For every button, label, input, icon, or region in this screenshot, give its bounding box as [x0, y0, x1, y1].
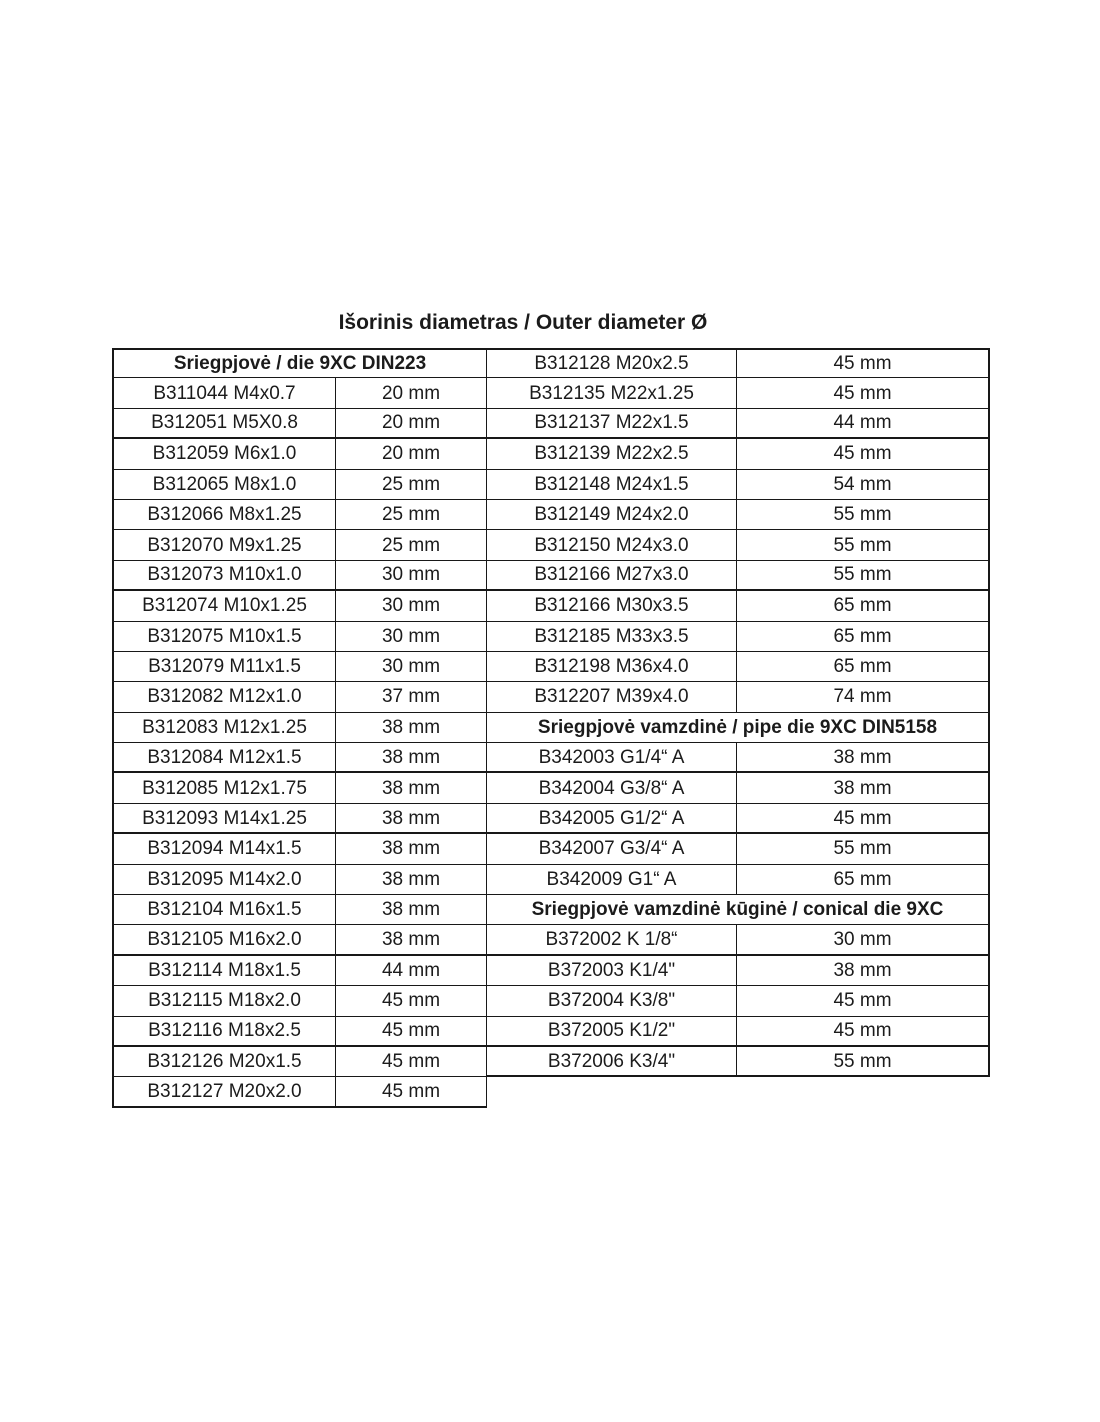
- size-cell: 38 mm: [336, 895, 487, 925]
- section-header-cell: Sriegpjovė / die 9XC DIN223: [112, 348, 487, 378]
- code-cell: B312079 M11x1.5: [112, 652, 336, 682]
- code-cell: B312074 M10x1.25: [112, 591, 336, 621]
- code-cell: B312149 M24x2.0: [487, 500, 737, 530]
- code-cell: B312094 M14x1.5: [112, 834, 336, 864]
- size-cell: 25 mm: [336, 470, 487, 500]
- code-cell: B312185 M33x3.5: [487, 622, 737, 652]
- code-cell: B312095 M14x2.0: [112, 865, 336, 895]
- code-cell: B312105 M16x2.0: [112, 925, 336, 955]
- code-cell: B312128 M20x2.5: [487, 348, 737, 378]
- size-cell: 55 mm: [737, 561, 990, 591]
- code-cell: B312198 M36x4.0: [487, 652, 737, 682]
- outer-diameter-table: [112, 348, 990, 1108]
- code-cell: B372005 K1/2": [487, 1017, 737, 1047]
- code-cell: B342003 G1/4“ A: [487, 743, 737, 773]
- empty-cell: [737, 1077, 990, 1107]
- section-header-cell: Sriegpjovė vamzdinė / pipe die 9XC DIN5158: [487, 713, 990, 743]
- code-cell: B312150 M24x3.0: [487, 530, 737, 560]
- size-cell: 45 mm: [737, 348, 990, 378]
- size-cell: 30 mm: [336, 622, 487, 652]
- size-cell: 45 mm: [737, 378, 990, 408]
- code-cell: B312207 M39x4.0: [487, 682, 737, 712]
- size-cell: 45 mm: [336, 1047, 487, 1077]
- size-cell: 55 mm: [737, 834, 990, 864]
- page-title: Išorinis diametras / Outer diameter Ø: [338, 311, 708, 334]
- code-cell: B312051 M5X0.8: [112, 409, 336, 439]
- code-cell: B342005 G1/2“ A: [487, 804, 737, 834]
- size-cell: 38 mm: [336, 925, 487, 955]
- code-cell: B312115 M18x2.0: [112, 986, 336, 1016]
- code-cell: B311044 M4x0.7: [112, 378, 336, 408]
- size-cell: 38 mm: [336, 773, 487, 803]
- size-cell: 65 mm: [737, 865, 990, 895]
- size-cell: 45 mm: [336, 1077, 487, 1107]
- code-cell: B312070 M9x1.25: [112, 530, 336, 560]
- size-cell: 38 mm: [336, 865, 487, 895]
- code-cell: B312066 M8x1.25: [112, 500, 336, 530]
- code-cell: B312135 M22x1.25: [487, 378, 737, 408]
- code-cell: B312126 M20x1.5: [112, 1047, 336, 1077]
- code-cell: B312065 M8x1.0: [112, 470, 336, 500]
- code-cell: B342009 G1“ A: [487, 865, 737, 895]
- size-cell: 44 mm: [336, 956, 487, 986]
- size-cell: 30 mm: [336, 652, 487, 682]
- size-cell: 30 mm: [737, 925, 990, 955]
- code-cell: B312104 M16x1.5: [112, 895, 336, 925]
- code-cell: B312093 M14x1.25: [112, 804, 336, 834]
- code-cell: B312059 M6x1.0: [112, 439, 336, 469]
- size-cell: 65 mm: [737, 652, 990, 682]
- size-cell: 20 mm: [336, 378, 487, 408]
- size-cell: 54 mm: [737, 470, 990, 500]
- code-cell: B312083 M12x1.25: [112, 713, 336, 743]
- code-cell: B312127 M20x2.0: [112, 1077, 336, 1107]
- empty-cell: [487, 1077, 737, 1107]
- code-cell: B312114 M18x1.5: [112, 956, 336, 986]
- size-cell: 55 mm: [737, 530, 990, 560]
- size-cell: 55 mm: [737, 500, 990, 530]
- size-cell: 20 mm: [336, 439, 487, 469]
- code-cell: B312084 M12x1.5: [112, 743, 336, 773]
- size-cell: 30 mm: [336, 591, 487, 621]
- size-cell: 45 mm: [737, 986, 990, 1016]
- code-cell: B372002 K 1/8“: [487, 925, 737, 955]
- size-cell: 38 mm: [336, 804, 487, 834]
- size-cell: 38 mm: [737, 956, 990, 986]
- size-cell: 44 mm: [737, 409, 990, 439]
- size-cell: 30 mm: [336, 561, 487, 591]
- size-cell: 45 mm: [737, 439, 990, 469]
- size-cell: 37 mm: [336, 682, 487, 712]
- code-cell: B312085 M12x1.75: [112, 773, 336, 803]
- code-cell: B372003 K1/4": [487, 956, 737, 986]
- size-cell: 45 mm: [737, 804, 990, 834]
- code-cell: B312139 M22x2.5: [487, 439, 737, 469]
- code-cell: B312137 M22x1.5: [487, 409, 737, 439]
- code-cell: B312116 M18x2.5: [112, 1017, 336, 1047]
- code-cell: B342007 G3/4“ A: [487, 834, 737, 864]
- size-cell: 38 mm: [336, 713, 487, 743]
- code-cell: B312148 M24x1.5: [487, 470, 737, 500]
- size-cell: 38 mm: [336, 743, 487, 773]
- size-cell: 45 mm: [336, 986, 487, 1016]
- size-cell: 38 mm: [737, 773, 990, 803]
- code-cell: B312073 M10x1.0: [112, 561, 336, 591]
- size-cell: 65 mm: [737, 622, 990, 652]
- size-cell: 25 mm: [336, 500, 487, 530]
- code-cell: B312166 M27x3.0: [487, 561, 737, 591]
- size-cell: 74 mm: [737, 682, 990, 712]
- size-cell: 55 mm: [737, 1047, 990, 1077]
- code-cell: B312082 M12x1.0: [112, 682, 336, 712]
- size-cell: 20 mm: [336, 409, 487, 439]
- size-cell: 65 mm: [737, 591, 990, 621]
- code-cell: B372004 K3/8": [487, 986, 737, 1016]
- code-cell: B372006 K3/4": [487, 1047, 737, 1077]
- code-cell: B312075 M10x1.5: [112, 622, 336, 652]
- size-cell: 25 mm: [336, 530, 487, 560]
- size-cell: 45 mm: [336, 1017, 487, 1047]
- code-cell: B342004 G3/8“ A: [487, 773, 737, 803]
- size-cell: 45 mm: [737, 1017, 990, 1047]
- section-header-cell: Sriegpjovė vamzdinė kūginė / conical die 9XC: [487, 895, 990, 925]
- code-cell: B312166 M30x3.5: [487, 591, 737, 621]
- size-cell: 38 mm: [336, 834, 487, 864]
- size-cell: 38 mm: [737, 743, 990, 773]
